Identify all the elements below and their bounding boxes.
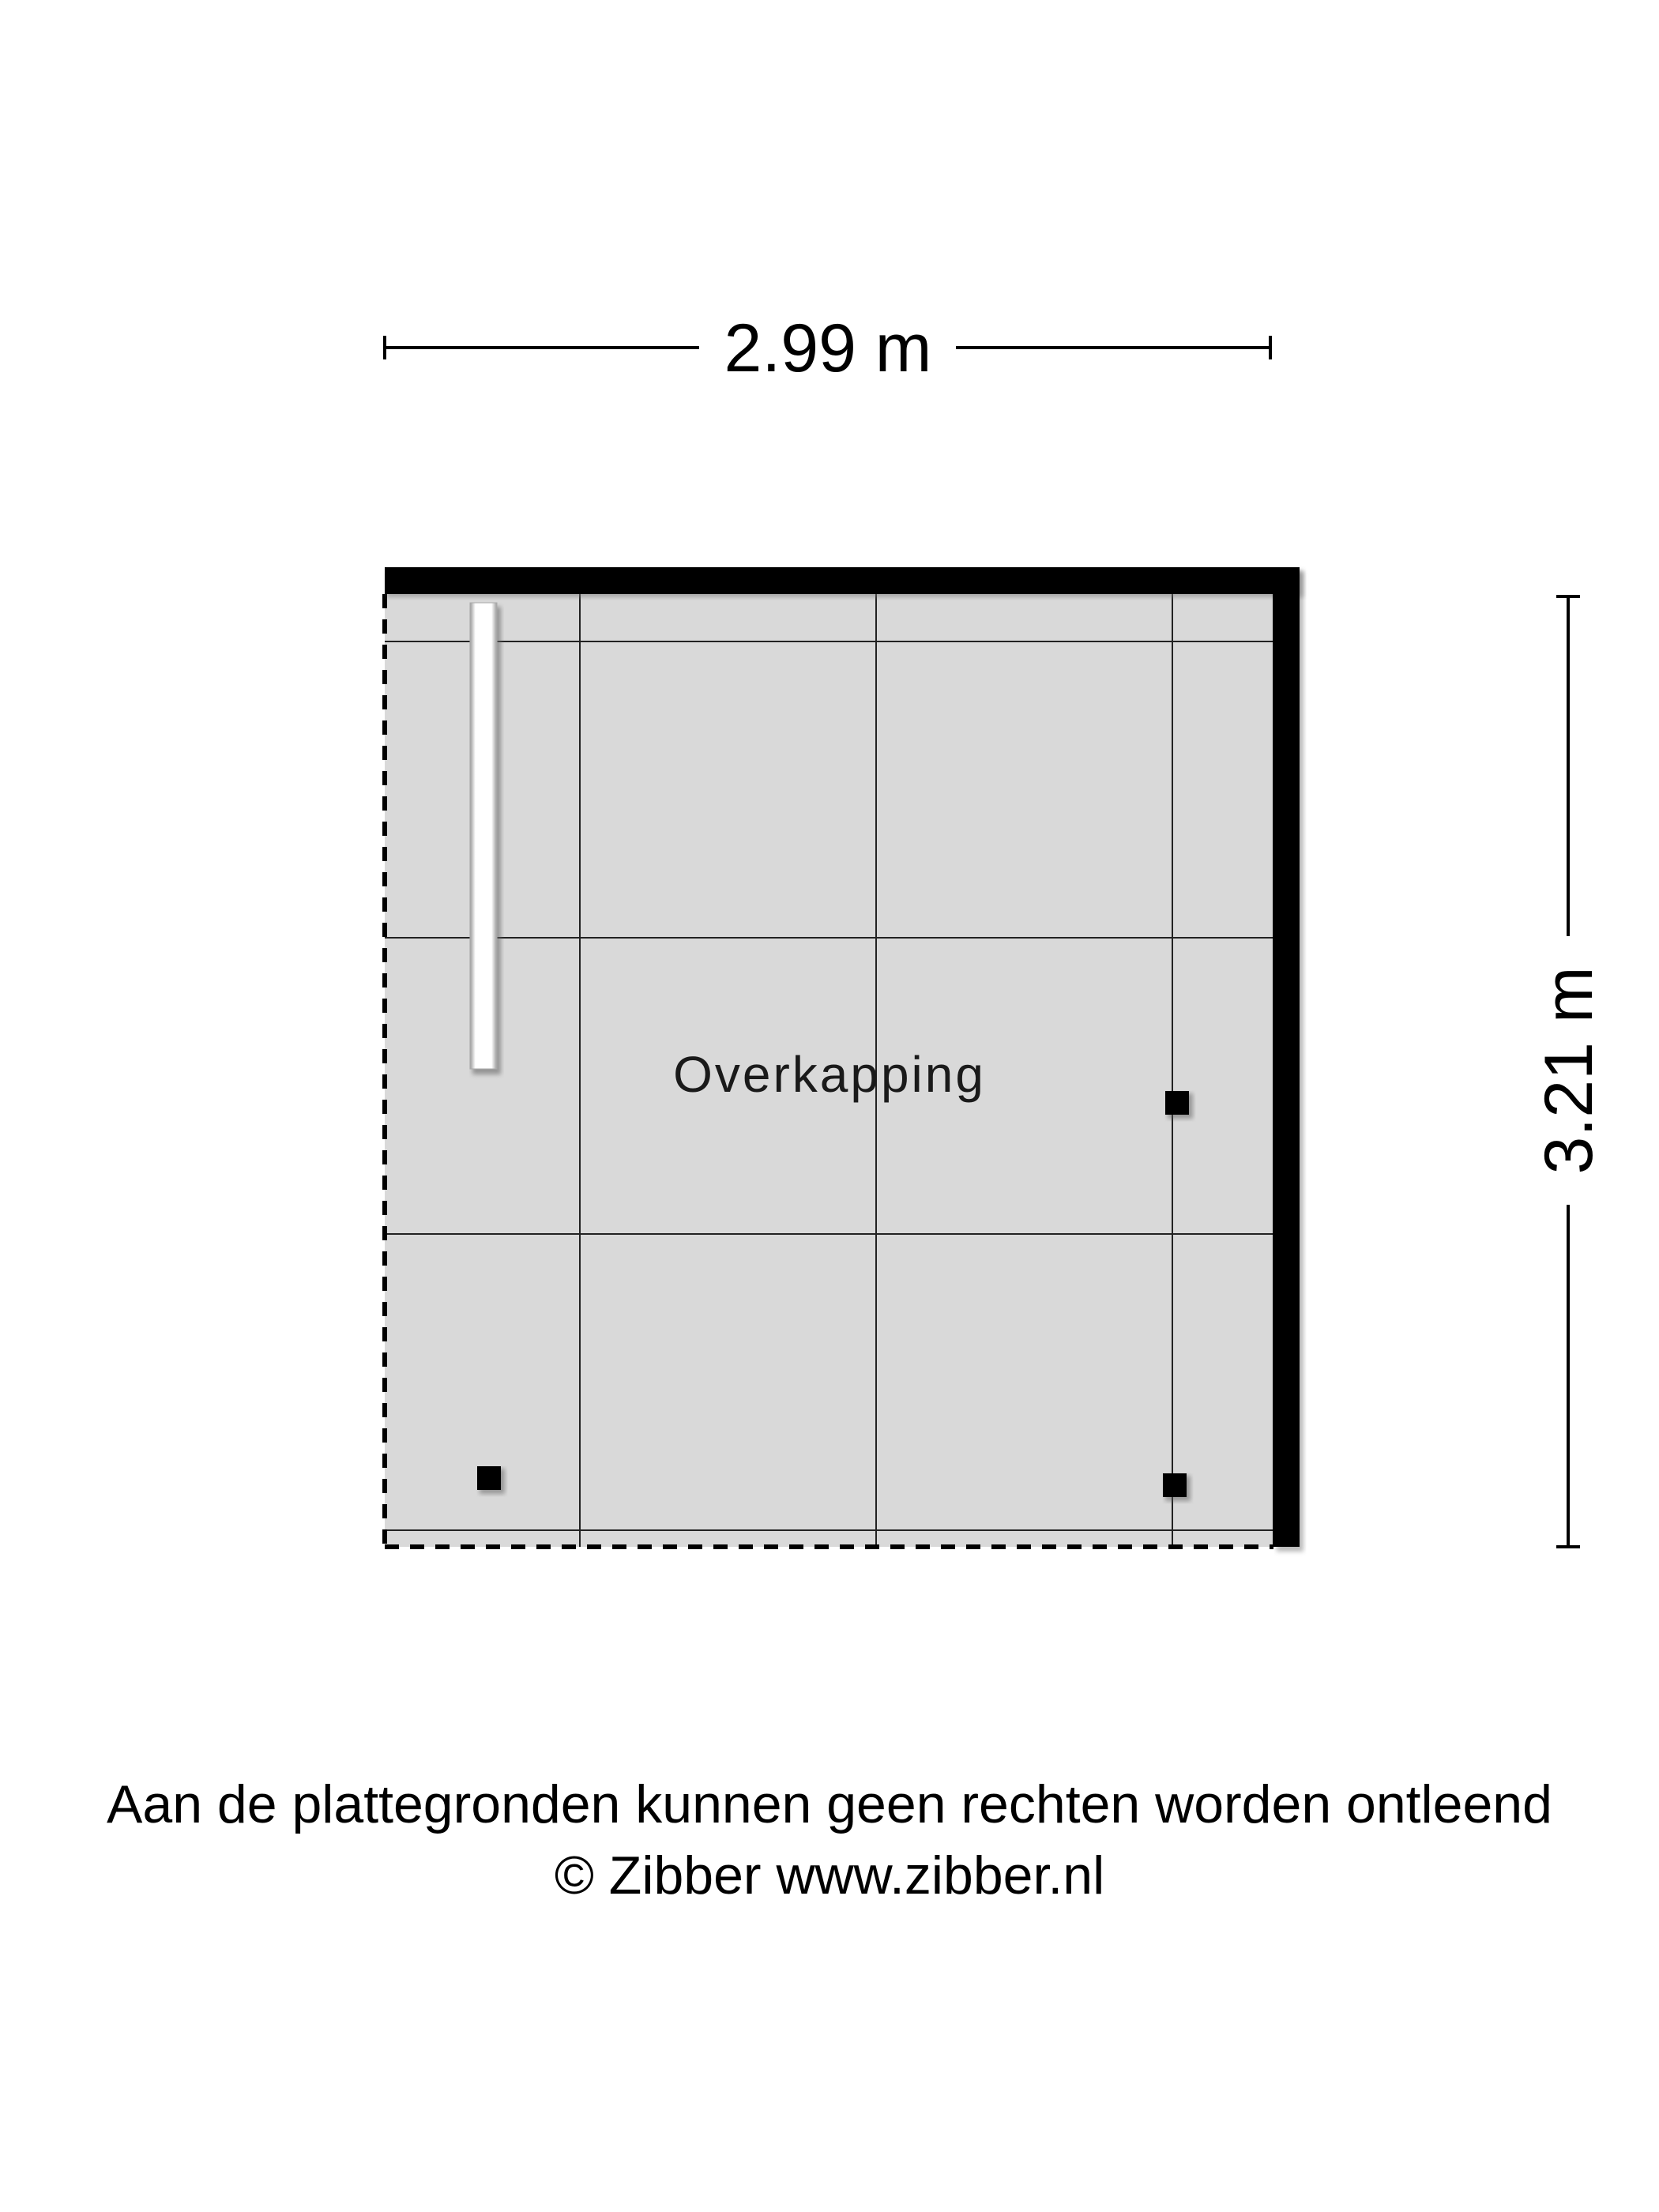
width-dimension-label: 2.99 m xyxy=(724,310,932,386)
post xyxy=(477,1466,501,1490)
wall-right xyxy=(1273,567,1300,1547)
copyright-text: © Zibber www.zibber.nl xyxy=(554,1845,1105,1905)
post xyxy=(1163,1473,1187,1497)
width-dimension xyxy=(385,310,1270,386)
wall-top xyxy=(385,567,1300,594)
beam-body xyxy=(470,603,497,1069)
disclaimer-text: Aan de plattegronden kunnen geen rechten worden ontleend xyxy=(107,1774,1552,1834)
height-dimension-label: 3.21 m xyxy=(1531,966,1607,1175)
room-label: Overkapping xyxy=(673,1046,986,1103)
height-dimension xyxy=(1531,596,1607,1547)
post xyxy=(1165,1091,1189,1115)
beam xyxy=(470,603,501,1074)
